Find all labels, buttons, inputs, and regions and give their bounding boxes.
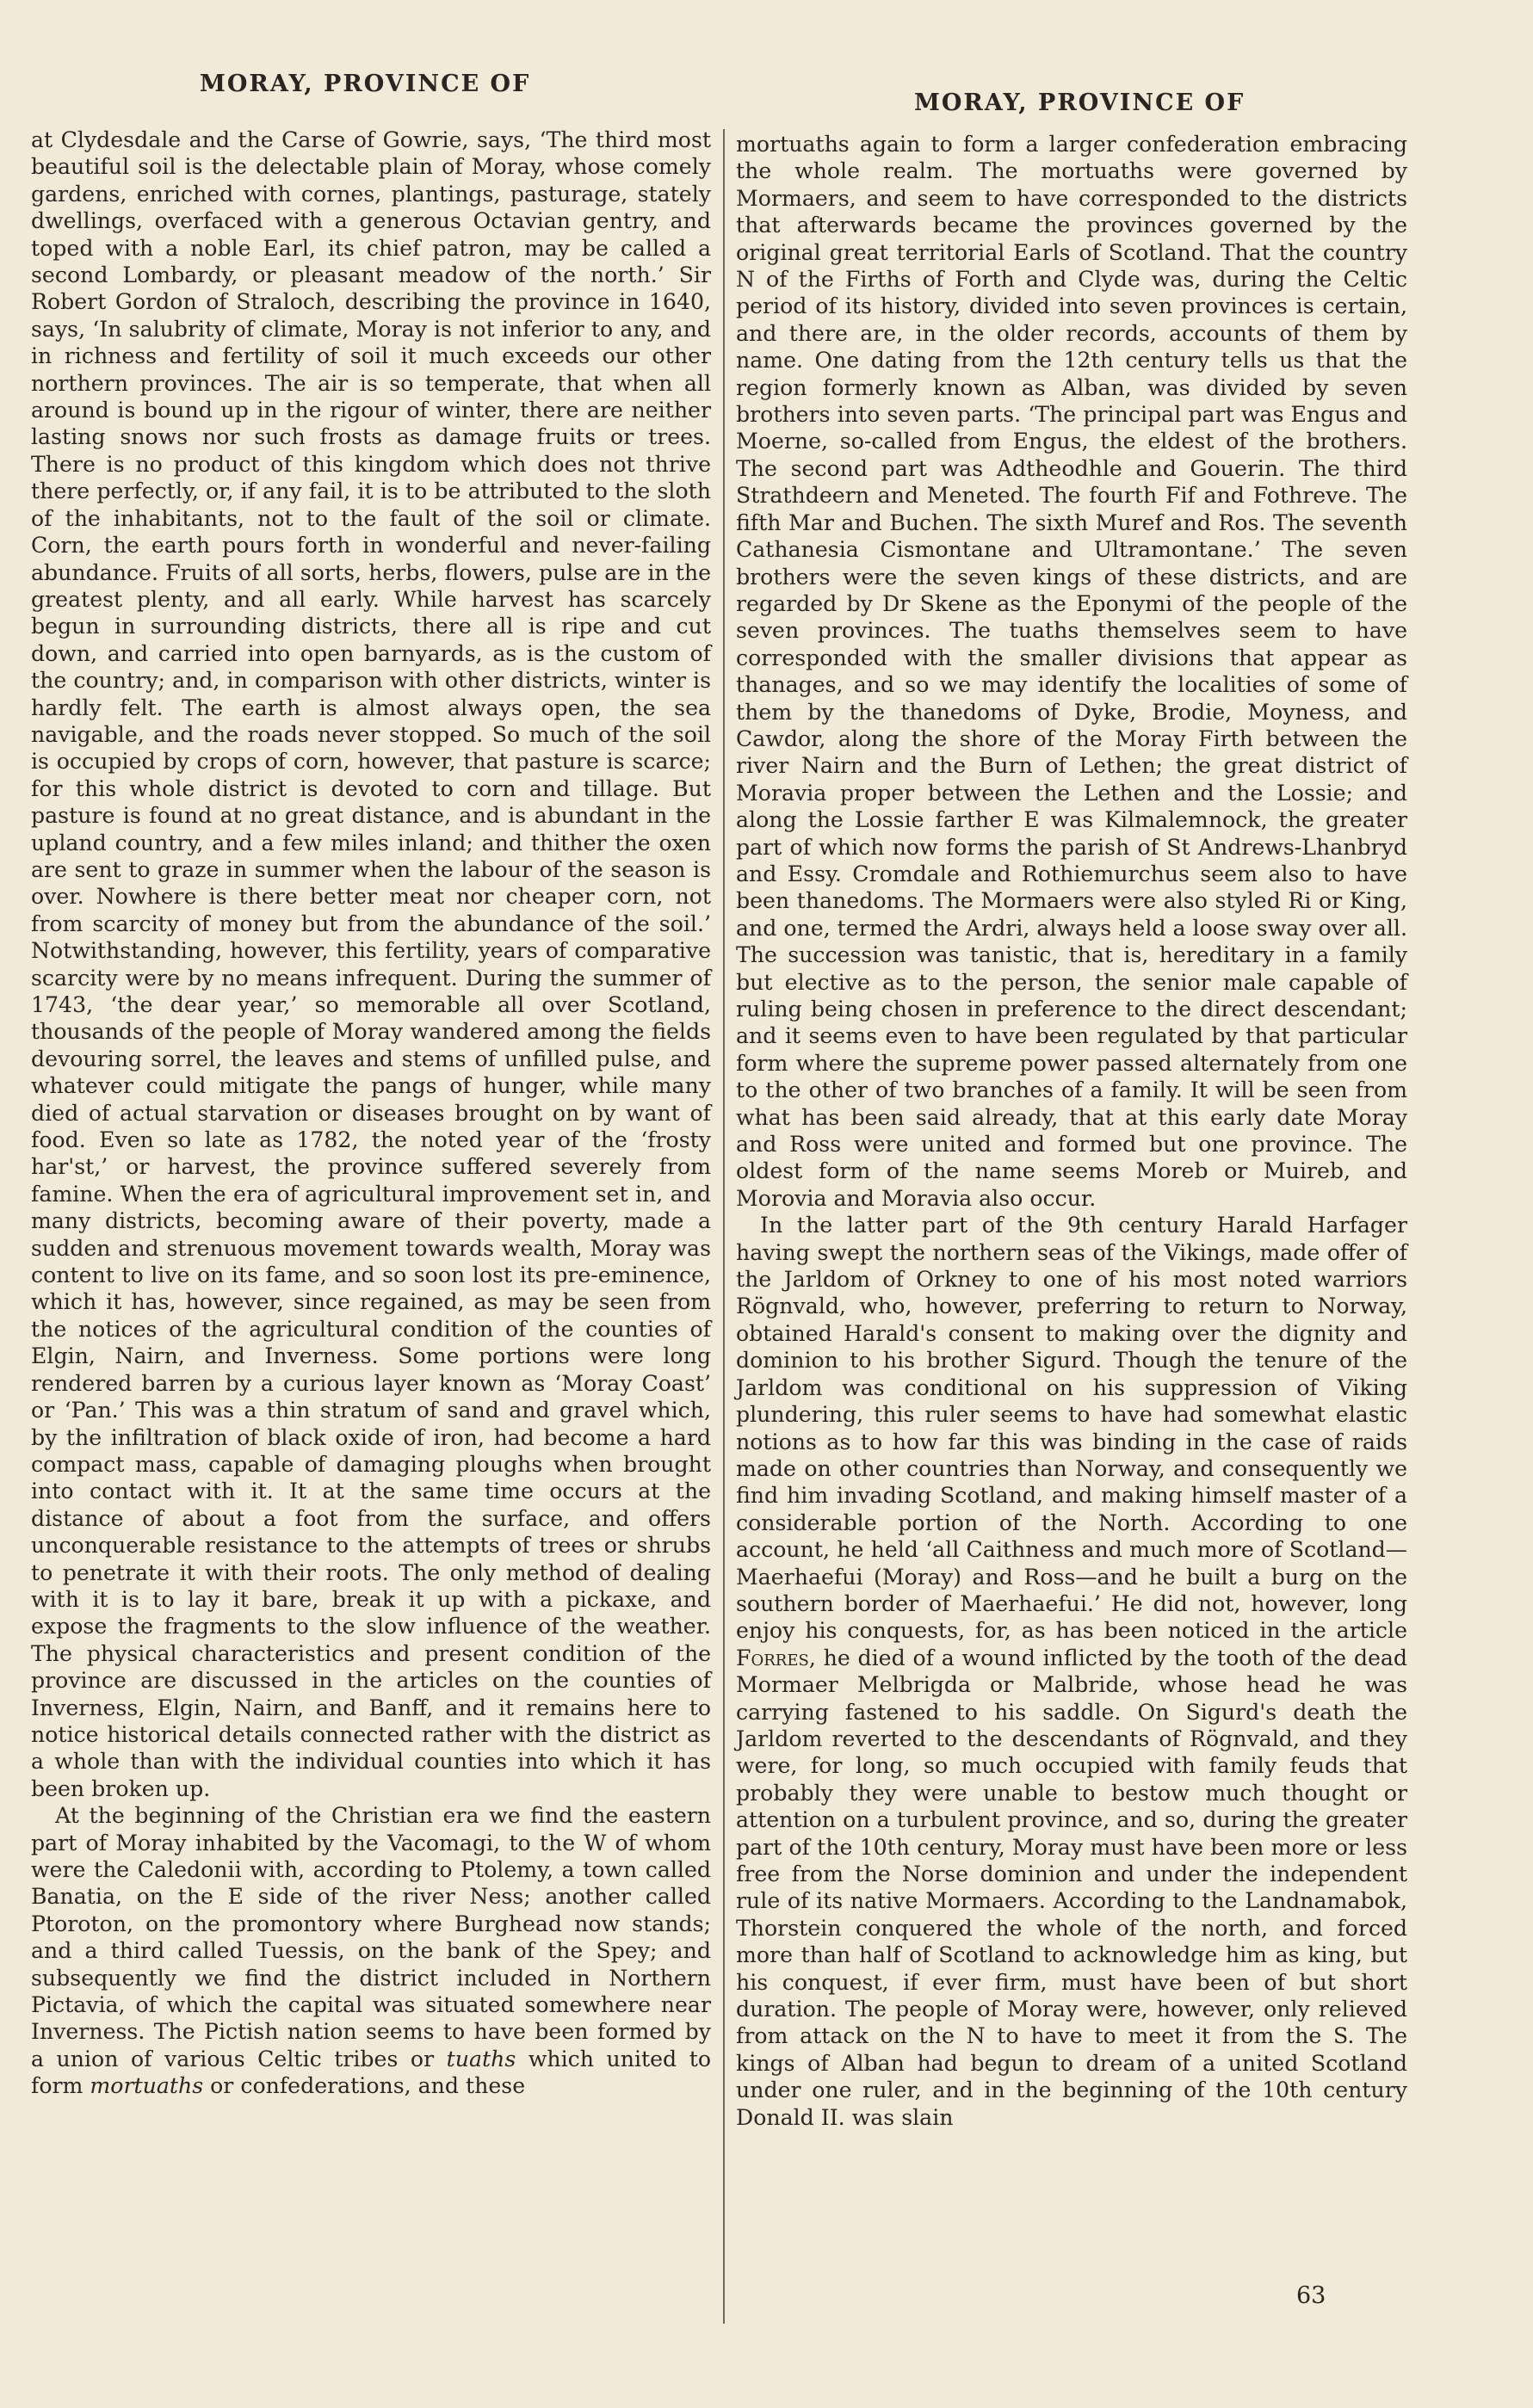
paragraph-text: which united to form	[31, 2046, 711, 2099]
paragraph-text: In the latter part of the 9th century Harald Harfager having swept the northern seas of the Vikings, made offer of the Jarldom of Orkney to one of his most noted warriors Rögnvald, who, however, preferring to return to Norway, obtained Harald's consent to making over the dignity and dominion to his brother Sigurd. Though the tenure of the Jarldom was conditional on his suppression of Viking plundering, this ruler seems to have had somewhat elastic notions as to how far this was binding in the case of raids made on other countries than Norway, and consequently we find him invading Scotland, and making himself master of a considerable portion of the North. According to one account, he held ‘all Caithness and much more of Scotland—Maerhaefui (Moray) and Ross—and he built a burg on the southern border of Maerhaefui.’ He did not, however, long enjoy his conquests, for, as has been noticed in the article	[736, 1213, 1407, 1644]
italic-term: mortuaths	[90, 2073, 204, 2099]
left-column	[31, 127, 711, 2100]
cross-reference: Forres	[736, 1645, 809, 1670]
right-column	[736, 131, 1407, 2131]
running-head-left: MORAY, PROVINCE OF	[200, 71, 531, 97]
italic-term: tuaths	[446, 2046, 516, 2071]
paragraph-text: , he died of a wound inflicted by the tooth of the dead Mormaer Melbrigda or Malbride, whose head he was carrying fastened to his saddle. On Sigurd's death the Jarldom reverted to the descendants of Rögnvald, and they were, for long, so much occupied with family feuds that probably they were unable to bestow much thought or attention on a turbulent province, and so, during the greater part of the 10th century, Moray must have been more or less free from the Norse dominion and under the independent rule of its native Mormaers. According to the Landnamabok, Thorstein conquered the whole of the north, and forced more than half of Scotland to acknowledge him as king, but his conquest, if ever firm, must have been of but short duration. The people of Moray were, however, only relieved from attack on the N to have to meet it from the S. The kings of Alban had begun to dream of a united Scotland under one ruler, and in the beginning of the 10th century Donald II. was slain	[736, 1645, 1407, 2130]
running-head-right: MORAY, PROVINCE OF	[914, 90, 1246, 116]
paragraph: mortuaths again to form a larger confederation embracing the whole realm. The mortuaths were governed by Mormaers, and seem to have corresponded to the districts that afterwards became the provinces governed by the original great territorial Earls of Scotland. That the country N of the Firths of Forth and Clyde was, during the Celtic period of its history, divided into seven provinces is certain, and there are, in the older records, accounts of them by name. One dating from the 12th century tells us that the region formerly known as Alban, was divided by seven brothers into seven parts. ‘The principal part was Engus and Moerne, so-called from Engus, the eldest of the brothers. The second part was Adtheodhle and Gouerin. The third Strathdeern and Meneted. The fourth Fif and Fothreve. The fifth Mar and Buchen. The sixth Muref and Ros. The seventh Cathanesia Cismontane and Ultramontane.’ The seven brothers were the seven kings of these districts, and are regarded by Dr Skene as the Eponymi of the people of the seven provinces. The tuaths themselves seem to have corresponded with the smaller divisions that appear as thanages, and so we may identify the localities of some of them by the thanedoms of Dyke, Brodie, Moyness, and Cawdor, along the shore of the Moray Firth between the river Nairn and the Burn of Lethen; the great district of Moravia proper between the Lethen and the Lossie; and along the Lossie farther E was Kilmalemnock, the greater part of which now forms the parish of St Andrews-Lhanbryd and Essy. Cromdale and Rothiemurchus seem also to have been thanedoms. The Mormaers were also styled Ri or King, and one, termed the Ardri, always held a loose sway over all. The succession was tanistic, that is, hereditary in a family but elective as to the person, the senior male capable of ruling being chosen in preference to the direct descendant; and it seems even to have been regulated by that particular form where the supreme power passed alternately from one to the other of two branches of a family. It will be seen from what has been said already, that at this early date Moray and Ross were united and formed but one province. The oldest form of the name seems Moreb or Muireb, and Morovia and Moravia also occur.	[736, 132, 1407, 1211]
paragraph	[31, 1802, 711, 2099]
paragraph-text: or confederations, and these	[203, 2073, 526, 2099]
page-number: 63	[1296, 2282, 1326, 2309]
column-divider	[723, 129, 725, 2324]
paragraph: at Clydesdale and the Carse of Gowrie, says, ‘The third most beautiful soil is the delectable plain of Moray, whose comely gardens, enriched with cornes, plantings, pasturage, stately dwellings, overfaced with a generous Octavian gentry, and toped with a noble Earl, its chief patron, may be called a second Lombardy, or pleasant meadow of the north.’ Sir Robert Gordon of Straloch, describing the province in 1640, says, ‘In salubrity of climate, Moray is not inferior to any, and in richness and fertility of soil it much exceeds our other northern provinces. The air is so temperate, that when all around is bound up in the rigour of winter, there are neither lasting snows nor such frosts as damage fruits or trees. There is no product of this kingdom which does not thrive there perfectly, or, if any fail, it is to be attributed to the sloth of the inhabitants, not to the fault of the soil or climate. Corn, the earth pours forth in wonderful and never-failing abundance. Fruits of all sorts, herbs, flowers, pulse are in the greatest plenty, and all early. While harvest has scarcely begun in surrounding districts, there all is ripe and cut down, and carried into open barnyards, as is the custom of the country; and, in comparison with other districts, winter is hardly felt. The earth is almost always open, the sea navigable, and the roads never stopped. So much of the soil is occupied by crops of corn, however, that pasture is scarce; for this whole district is devoted to corn and tillage. But pasture is found at no great distance, and is abundant in the upland country, and a few miles inland; and thither the oxen are sent to graze in summer when the labour of the season is over. Nowhere is there better meat nor cheaper corn, not from scarcity of money but from the abundance of the soil.’ Notwithstanding, however, this fertility, years of comparative scarcity were by no means infrequent. During the summer of 1743, ‘the dear year,’ so memorable all over Scotland, thousands of the people of Moray wandered among the fields devouring sorrel, the leaves and stems of unfilled pulse, and whatever could mitigate the pangs of hunger, while many died of actual starvation or diseases brought on by want of food. Even so late as 1782, the noted year of the ‘frosty har'st,’ or harvest, the province suffered severely from famine. When the era of agricultural improvement set in, and many districts, becoming aware of their poverty, made a sudden and strenuous movement towards wealth, Moray was content to live on its fame, and so soon lost its pre-eminence, which it has, however, since regained, as may be seen from the notices of the agricultural condition of the counties of Elgin, Nairn, and Inverness. Some portions were long rendered barren by a curious layer known as ‘Moray Coast’ or ‘Pan.’ This was a thin stratum of sand and gravel which, by the infiltration of black oxide of iron, had become a hard compact mass, capable of damaging ploughs when brought into contact with it. It at the same time occurs at the distance of about a foot from the surface, and offers unconquerable resistance to the attempts of trees or shrubs to penetrate it with their roots. The only method of dealing with it is to lay it bare, break it up with a pickaxe, and expose the fragments to the slow influence of the weather. The physical characteristics and present condition of the province are discussed in the articles on the counties of Inverness, Elgin, Nairn, and Banff, and it remains here to notice historical details connected rather with the district as a whole than with the individual counties into which it has been broken up.	[31, 127, 711, 1801]
paragraph-text: At the beginning of the Christian era we find the eastern part of Moray inhabited by the Vacomagi, to the W of whom were the Caledonii with, according to Ptolemy, a town called Banatia, on the E side of the river Ness; another called Ptoroton, on the promontory where Burghead now stands; and a third called Tuessis, on the bank of the Spey; and subsequently we find the district included in Northern Pictavia, of which the capital was situated somewhere near Inverness. The Pictish nation seems to have been formed by a union of various Celtic tribes or	[31, 1803, 711, 2071]
paragraph	[736, 1212, 1407, 2131]
